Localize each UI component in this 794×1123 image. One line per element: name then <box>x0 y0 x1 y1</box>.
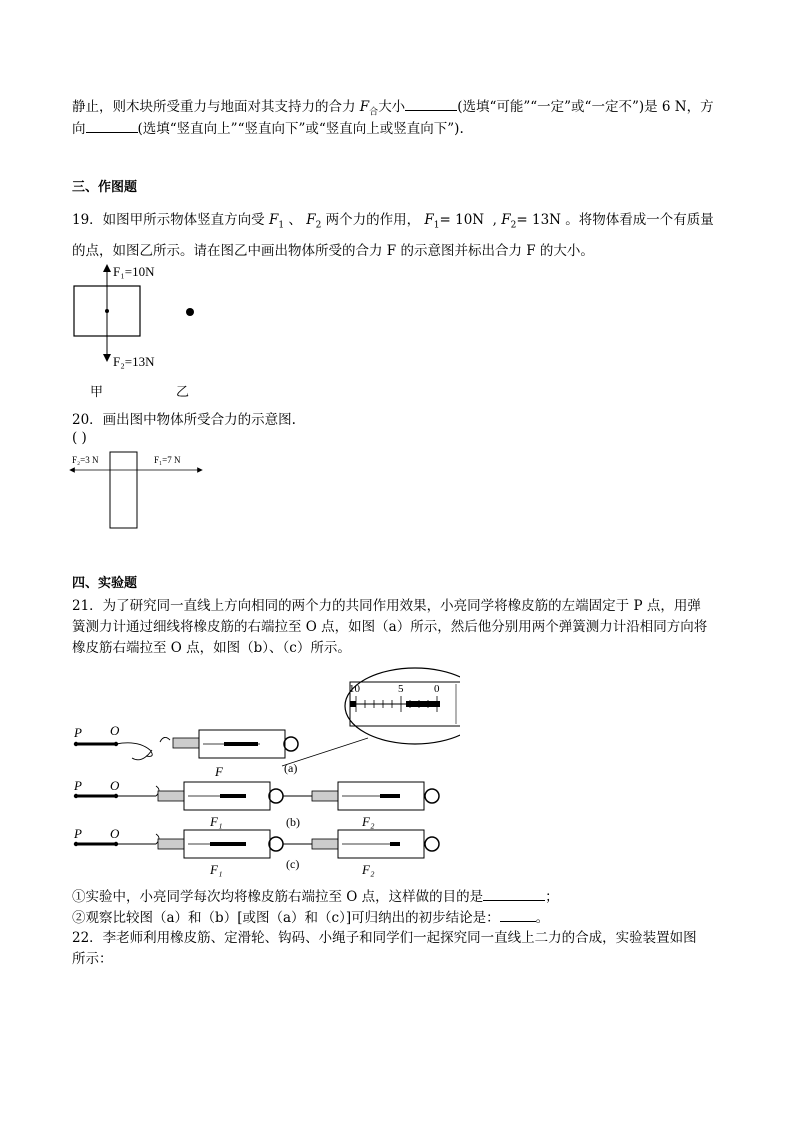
sub-1-eq: 1 <box>433 220 440 231</box>
q20-text: 20．画出图中物体所受合力的示意图. <box>72 412 296 428</box>
ring-a <box>284 737 298 751</box>
q18-line-2 <box>72 118 464 139</box>
q21-line-3: 橡皮筋右端拉至 O 点，如图（b）、（c）所示。 <box>72 640 351 656</box>
string-a <box>116 737 170 756</box>
label-f1-b: F₁ <box>210 814 223 829</box>
q22-line-1: 22．李老师利用橡皮筋、定滑轮、钩码、小绳子和同学们一起探究同一直线上二力的合成，实验装置如图 <box>72 930 697 946</box>
q21-sub-2 <box>72 907 549 928</box>
label-c: (c) <box>286 857 300 871</box>
eq-f2: = 13N <box>516 212 561 228</box>
q19-text-b: 两个力的作用， <box>325 212 421 228</box>
q20-f2-label: F₂=3 N <box>72 455 99 465</box>
q20-block <box>110 452 137 528</box>
sub-2-eq: 2 <box>510 220 517 231</box>
label-p-b: P <box>74 778 82 793</box>
row-a <box>73 723 298 779</box>
q21-sub-1 <box>72 886 559 907</box>
mag-tick-10: 10 <box>349 683 360 695</box>
q21-figure <box>60 660 460 882</box>
var-f1-eq: F <box>424 212 434 228</box>
row-b <box>73 778 439 829</box>
sub-he: 合 <box>369 107 379 118</box>
q21-sub-1-end: ； <box>545 889 559 905</box>
label-o-a: O <box>110 723 120 738</box>
mass-point <box>186 308 194 316</box>
answer-blank-3[interactable] <box>483 886 545 901</box>
q21-line-2: 簧测力计通过细线将橡皮筋的右端拉至 O 点，如图（a）所示，然后他分别用两个弹簧测力计沿相同方向将 <box>72 619 708 635</box>
section-4-title: 四、实验题 <box>72 576 138 591</box>
q19-figure <box>60 262 240 402</box>
q21-sub-1-text: ①实验中，小亮同学每次均将橡皮筋右端拉至 O 点，这样做的目的是 <box>72 889 484 905</box>
q18-text-b: 大小 <box>378 99 406 115</box>
q22-line-2: 所示： <box>72 951 113 967</box>
eq-f1: = 10N <box>439 212 485 228</box>
label-p-a: P <box>74 725 82 740</box>
q18-text-d: 向 <box>72 121 86 137</box>
q18-text: 静止，则木块所受重力与地面对其支持力的合力 <box>72 99 356 115</box>
q21-line-1: 21．为了研究同一直线上方向相同的两个力的共同作用效果，小亮同学将橡皮筋的左端固定于 P 点，用弹 <box>72 598 701 614</box>
answer-blank-1[interactable] <box>405 96 457 111</box>
answer-blank-2[interactable] <box>86 118 138 133</box>
var-f2-eq: F <box>501 212 511 228</box>
q20-f1-label: F₁=7 N <box>154 455 181 465</box>
label-f2-b: F₂ <box>362 814 375 829</box>
q19-text-c: 。将物体看成一个有质量 <box>565 212 714 228</box>
hook-rod-a <box>173 738 199 748</box>
label-a: (a) <box>284 761 298 775</box>
separator: 、 <box>288 212 302 228</box>
section-3-title: 三、作图题 <box>72 180 138 195</box>
magnifier-ellipse <box>345 668 460 744</box>
label-f1-c: F₁ <box>210 862 223 877</box>
label-o-b: O <box>110 778 120 793</box>
caption-yi: 乙 <box>176 384 190 399</box>
var-f: F <box>359 99 370 115</box>
mag-tick-0: 0 <box>434 683 440 695</box>
answer-blank-4[interactable] <box>500 907 536 922</box>
label-f2-c: F₂ <box>362 862 375 877</box>
sub-2: 2 <box>315 220 322 231</box>
sub-1: 1 <box>278 220 285 231</box>
label-b: (b) <box>286 815 300 829</box>
q18-text-e: (选填“竖直向上”“竖直向下”或“竖直向上或竖直向下”). <box>137 121 464 137</box>
row-c <box>73 826 439 877</box>
f1-label: F₁=10N <box>113 264 155 279</box>
mag-tick-5: 5 <box>398 683 404 695</box>
q19-line-2: 的点，如图乙所示。请在图乙中画出物体所受的合力 F 的示意图并标出合力 F 的大小。 <box>72 243 594 259</box>
q18-text-c: (选填“可能”“一定”或“一定不”)是 6 N，方 <box>457 99 714 115</box>
var-f1: F <box>268 212 279 228</box>
q21-sub-2-text: ②观察比较图（a）和（b）[或图（a）和（c）]可归纳出的初步结论是： <box>72 910 500 926</box>
label-p-c: P <box>74 826 82 841</box>
q19-line-1: 19．如图甲所示物体竖直方向受 $F_1$ 、 $F_2$ 两个力的作用， $F_1= 10N$ , $F_2= 13N$ 。将物体看成一个有质量 <box>72 212 714 231</box>
q20-answer-paren[interactable]: ( ) <box>72 430 87 446</box>
q21-sub-2-end: 。 <box>535 910 550 926</box>
q19-text-a: 19．如图甲所示物体竖直方向受 <box>72 212 265 228</box>
var-f2: F <box>306 212 316 228</box>
q20-figure <box>66 448 216 532</box>
label-f-a: F <box>215 764 223 779</box>
magnified-pointer <box>406 701 440 707</box>
caption-jia: 甲 <box>90 384 104 399</box>
f2-label: F₂=13N <box>113 354 155 369</box>
magnified-end <box>350 701 356 707</box>
label-o-c: O <box>110 826 120 841</box>
